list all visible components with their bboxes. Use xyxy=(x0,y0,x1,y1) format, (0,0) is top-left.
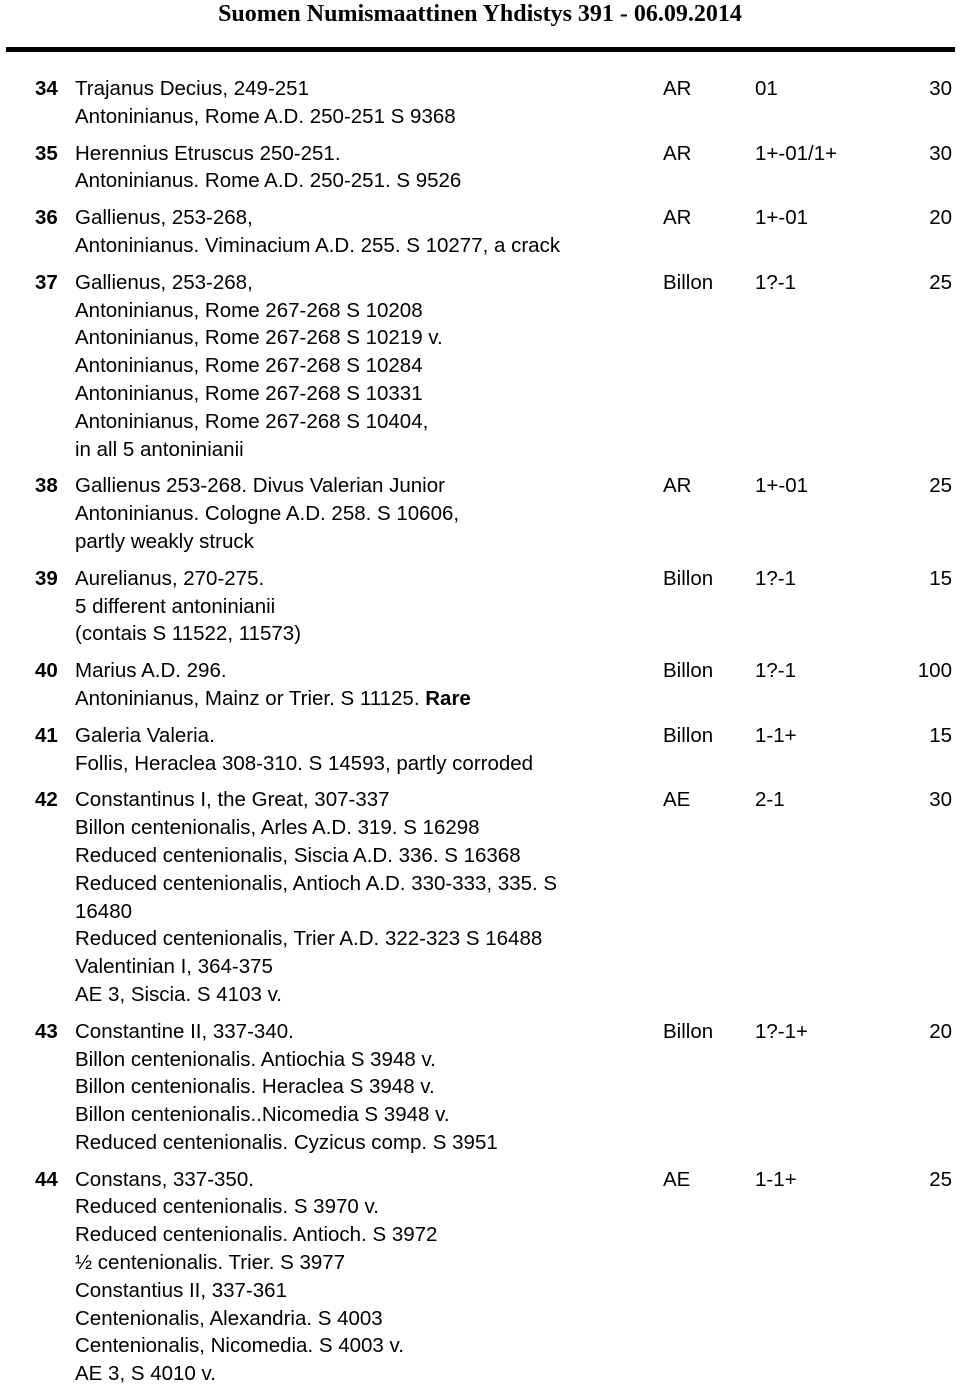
lot-description-line xyxy=(75,436,650,464)
lot-price: 20 xyxy=(929,206,952,230)
lot-description-line xyxy=(75,472,650,500)
lot-row xyxy=(0,657,960,713)
lot-description-line xyxy=(75,103,650,131)
lot-description-line xyxy=(75,297,650,325)
lot-description-text: Constans, 337-350. xyxy=(75,1167,254,1191)
lot-description-text: Antoninianus, Rome 267-268 S 10208 xyxy=(75,298,423,322)
lot-description xyxy=(75,786,650,1008)
lot-description-text: 16480 xyxy=(75,899,133,923)
lot-description-text: Trajanus Decius, 249-251 xyxy=(75,77,309,100)
lot-description-line xyxy=(75,1129,650,1157)
lot-metal: Billon xyxy=(663,723,714,747)
lot-description-line xyxy=(75,593,650,621)
lot-grade: 1+-01 xyxy=(755,474,809,498)
lot-description-text: ½ centenionalis. Trier. S 3977 xyxy=(75,1251,346,1275)
lot-number: 35 xyxy=(35,141,58,165)
lot-row xyxy=(0,722,960,778)
lot-description-line xyxy=(75,842,650,870)
lot-description-text: Antoninianus, Rome 267-268 S 10331 xyxy=(75,381,423,405)
lot-number: 34 xyxy=(35,77,58,100)
lot-description-text: Reduced centenionalis, Trier A.D. 322-323 S 16488 xyxy=(75,927,543,951)
lot-number: 38 xyxy=(35,474,58,498)
lot-metal: Billon xyxy=(663,270,714,294)
lot-description-text: Herennius Etruscus 250-251. xyxy=(75,141,341,165)
lot-metal: Billon xyxy=(663,659,714,683)
lot-description-line xyxy=(75,1073,650,1101)
lot-description-line xyxy=(75,750,650,778)
lot-description-text: Constantius II, 337-361 xyxy=(75,1278,287,1302)
lot-description-line xyxy=(75,953,650,981)
header-divider xyxy=(6,47,955,52)
lot-description-line xyxy=(75,500,650,528)
lot-description-line xyxy=(75,925,650,953)
lot-row xyxy=(0,140,960,196)
lot-row xyxy=(0,565,960,648)
lot-number: 37 xyxy=(35,270,58,294)
lot-description xyxy=(75,1166,650,1388)
lot-price: 25 xyxy=(929,474,952,498)
page-header xyxy=(0,0,960,30)
lot-grade: 1?-1 xyxy=(755,566,797,590)
lot-metal: AR xyxy=(663,141,692,165)
lot-description-line xyxy=(75,722,650,750)
lot-description-text: Antoninianus, Rome 267-268 S 10219 v. xyxy=(75,326,443,350)
lot-price: 15 xyxy=(929,723,952,747)
lot-description-line xyxy=(75,657,650,685)
lot-description-text: Reduced centenionalis, Antioch A.D. 330-333, 335. S xyxy=(75,871,558,895)
lot-row xyxy=(0,75,960,131)
lot-grade: 1?-1+ xyxy=(755,1019,809,1043)
lot-grade: 1-1+ xyxy=(755,723,797,747)
lot-description-line xyxy=(75,1305,650,1333)
lot-description-text: Antoninianus. Rome A.D. 250-251. S 9526 xyxy=(75,169,462,193)
lot-number: 41 xyxy=(35,723,58,747)
lot-description xyxy=(75,722,650,778)
lot-price: 20 xyxy=(929,1019,952,1043)
lot-description-text: Gallienus 253-268. Divus Valerian Junior xyxy=(75,474,445,498)
lot-price: 30 xyxy=(929,788,952,812)
lot-description-line xyxy=(75,685,650,713)
lot-description-line xyxy=(75,1249,650,1277)
lot-description-text: Centenionalis, Nicomedia. S 4003 v. xyxy=(75,1334,404,1358)
lot-metal: Billon xyxy=(663,1019,714,1043)
lot-description xyxy=(75,204,650,260)
lot-grade: 2-1 xyxy=(755,788,785,812)
lot-description-line xyxy=(75,1046,650,1074)
lot-grade: 1+-01 xyxy=(755,206,809,230)
lot-row xyxy=(0,1166,960,1388)
lot-row xyxy=(0,472,960,555)
lot-grade: 1?-1 xyxy=(755,659,797,683)
lot-description-text: Billon centenionalis, Arles A.D. 319. S 16298 xyxy=(75,816,480,840)
lot-description-line xyxy=(75,352,650,380)
lot-description-text: Constantine II, 337-340. xyxy=(75,1019,294,1043)
lot-description-line xyxy=(75,898,650,926)
lot-description-text: Antoninianus, Rome 267-268 S 10404, xyxy=(75,409,429,433)
lot-number: 40 xyxy=(35,659,58,683)
lot-number: 36 xyxy=(35,206,58,230)
lot-price: 15 xyxy=(929,566,952,590)
lot-description-line xyxy=(75,408,650,436)
lot-description xyxy=(75,472,650,555)
lot-metal: AR xyxy=(663,206,692,230)
lot-grade: 1-1+ xyxy=(755,1167,797,1191)
lot-description-line xyxy=(75,269,650,297)
lot-description-line xyxy=(75,786,650,814)
lot-row xyxy=(0,786,960,1008)
lot-description-text: partly weakly struck xyxy=(75,529,254,553)
lot-grade: 1?-1 xyxy=(755,270,797,294)
lot-description-line xyxy=(75,1277,650,1305)
lot-description-line xyxy=(75,1166,650,1194)
lot-description-text: Antoninianus. Viminacium A.D. 255. S 10277, a crack xyxy=(75,233,561,257)
lot-description-line xyxy=(75,981,650,1009)
lot-description-line xyxy=(75,380,650,408)
lot-metal: AE xyxy=(663,1167,691,1191)
lot-description-line xyxy=(75,232,650,260)
lot-price: 25 xyxy=(929,270,952,294)
lot-row xyxy=(0,204,960,260)
lot-row xyxy=(0,269,960,464)
lot-price: 30 xyxy=(929,141,952,165)
lot-description-line xyxy=(75,528,650,556)
lot-price: 30 xyxy=(929,77,952,100)
lot-description-line xyxy=(75,167,650,195)
lot-number: 39 xyxy=(35,566,58,590)
lot-description-line xyxy=(75,1360,650,1388)
lot-description-text: Billon centenionalis. Heraclea S 3948 v. xyxy=(75,1075,435,1099)
lot-description-text: Gallienus, 253-268, xyxy=(75,270,253,294)
lot-description-text: Reduced centenionalis. Antioch. S 3972 xyxy=(75,1223,438,1247)
lot-description-text: Constantinus I, the Great, 307-337 xyxy=(75,788,390,812)
lot-description xyxy=(75,75,650,131)
lot-description-line xyxy=(75,814,650,842)
lot-description-text: Reduced centenionalis. Cyzicus comp. S 3951 xyxy=(75,1130,498,1154)
lot-description-text: AE 3, Siscia. S 4103 v. xyxy=(75,982,283,1006)
lot-list xyxy=(0,75,960,1397)
lot-description-text: Valentinian I, 364-375 xyxy=(75,955,273,979)
lot-grade: 01 xyxy=(755,77,778,100)
lot-description-text: Aurelianus, 270-275. xyxy=(75,566,265,590)
lot-description-text: Follis, Heraclea 308-310. S 14593, partly corroded xyxy=(75,751,534,775)
lot-description-text: Gallienus, 253-268, xyxy=(75,206,253,230)
lot-description-text: Antoninianus. Cologne A.D. 258. S 10606, xyxy=(75,502,460,526)
lot-description-text: Billon centenionalis..Nicomedia S 3948 v. xyxy=(75,1103,450,1127)
lot-description-text: AE 3, S 4010 v. xyxy=(75,1362,216,1386)
lot-description-line xyxy=(75,1193,650,1221)
lot-description-line xyxy=(75,1221,650,1249)
lot-description-text: Antoninianus, Rome A.D. 250-251 S 9368 xyxy=(75,104,456,128)
lot-description-text: in all 5 antoninianii xyxy=(75,437,244,461)
lot-row xyxy=(0,1018,960,1157)
lot-description-text: Antoninianus, Rome 267-268 S 10284 xyxy=(75,354,423,378)
lot-description-line xyxy=(75,870,650,898)
lot-grade: 1+-01/1+ xyxy=(755,141,838,165)
lot-description-line xyxy=(75,204,650,232)
lot-description xyxy=(75,269,650,464)
lot-description-text: Billon centenionalis. Antiochia S 3948 v. xyxy=(75,1047,436,1071)
lot-description-line xyxy=(75,140,650,168)
lot-description xyxy=(75,657,650,713)
lot-description-text: Antoninianus, Mainz or Trier. S 11125. xyxy=(75,686,420,710)
page-title: Suomen Numismaattinen Yhdistys 391 - 06.09.2014 xyxy=(218,1,742,27)
lot-description-line xyxy=(75,1101,650,1129)
lot-description-line xyxy=(75,75,650,103)
lot-number: 44 xyxy=(35,1167,58,1191)
lot-description-line xyxy=(75,1018,650,1046)
lot-metal: AR xyxy=(663,77,692,100)
lot-description-text: Centenionalis, Alexandria. S 4003 xyxy=(75,1306,383,1330)
lot-description xyxy=(75,565,650,648)
lot-emphasis-label: Rare xyxy=(425,686,471,710)
lot-price: 25 xyxy=(929,1167,952,1191)
lot-description-line xyxy=(75,324,650,352)
lot-number: 43 xyxy=(35,1019,58,1043)
lot-description-line xyxy=(75,620,650,648)
lot-description xyxy=(75,1018,650,1157)
lot-metal: AE xyxy=(663,788,691,812)
lot-description-line xyxy=(75,565,650,593)
lot-description-text: Reduced centenionalis. S 3970 v. xyxy=(75,1195,379,1219)
lot-price: 100 xyxy=(917,659,952,683)
lot-description-text: Marius A.D. 296. xyxy=(75,659,227,683)
lot-description xyxy=(75,140,650,196)
lot-number: 42 xyxy=(35,788,58,812)
lot-description-text: (contais S 11522, 11573) xyxy=(75,622,302,646)
lot-metal: AR xyxy=(663,474,692,498)
lot-metal: Billon xyxy=(663,566,714,590)
lot-description-text: Reduced centenionalis, Siscia A.D. 336. S 16368 xyxy=(75,843,521,867)
lot-description-line xyxy=(75,1332,650,1360)
lot-description-text: Galeria Valeria. xyxy=(75,723,215,747)
lot-description-text: 5 different antoninianii xyxy=(75,594,276,618)
